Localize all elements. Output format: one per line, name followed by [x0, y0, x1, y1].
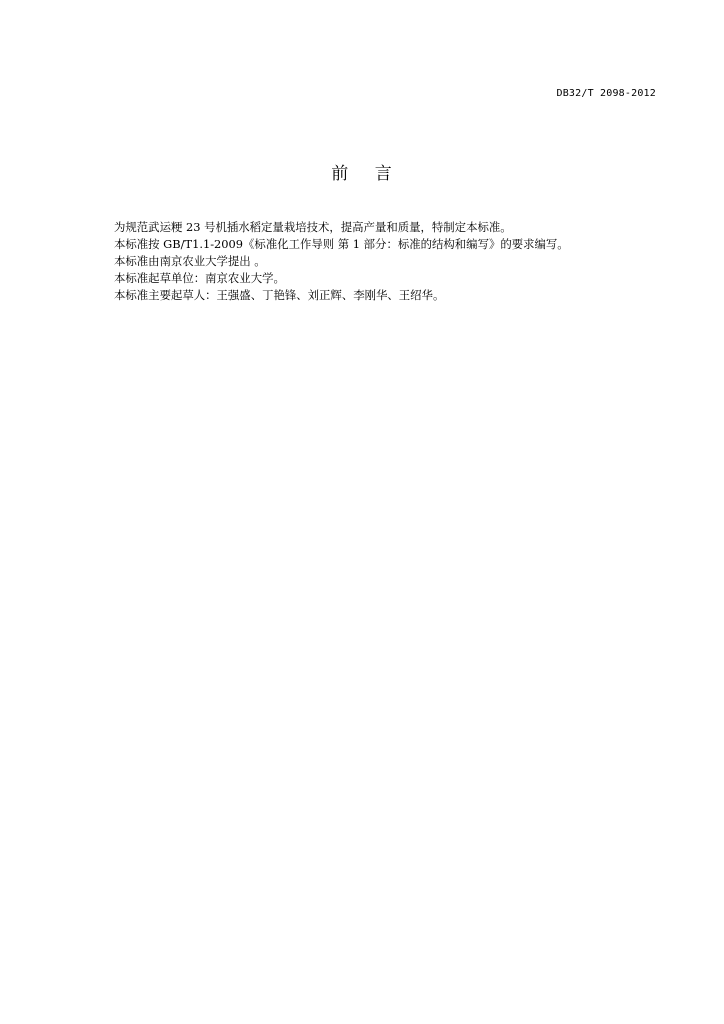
- preface-body: [114, 219, 674, 304]
- preface-line: 本标准主要起草人：王强盛、丁艳锋、刘正辉、李刚华、王绍华。: [114, 288, 445, 302]
- document-code: DB32/T 2098-2012: [556, 88, 656, 99]
- page-title: 前 言: [331, 164, 393, 184]
- preface-line: 本标准按 GB/T1.1-2009《标准化工作导则 第 1 部分：标准的结构和编写》的要求编写。: [114, 237, 569, 251]
- preface-line: 为规范武运粳 23 号机插水稻定量栽培技术，提高产量和质量，特制定本标准。: [114, 220, 512, 234]
- preface-line: 本标准起草单位：南京农业大学。: [114, 271, 285, 285]
- preface-line: 本标准由南京农业大学提出 。: [114, 254, 266, 268]
